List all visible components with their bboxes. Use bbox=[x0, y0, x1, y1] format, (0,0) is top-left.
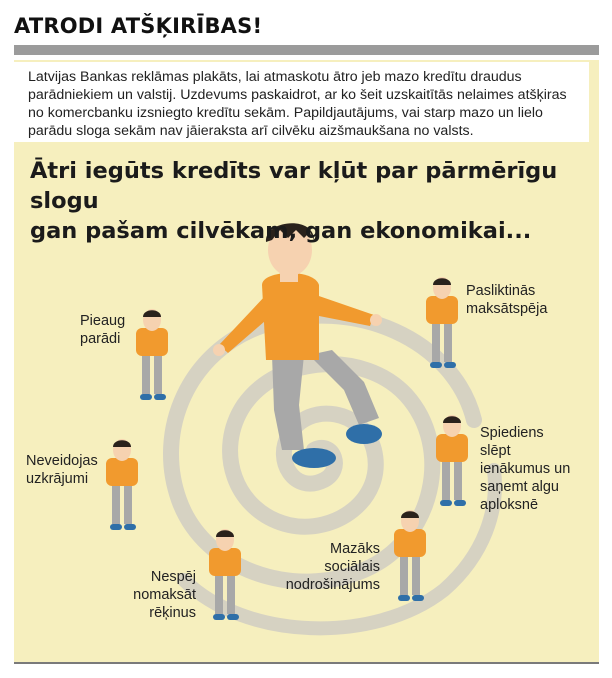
label-spiediens-line: saņemt algu bbox=[480, 479, 559, 495]
label-nespej-line: nomaksāt bbox=[133, 587, 196, 603]
label-nespej-line: rēķinus bbox=[149, 605, 196, 621]
central-figure-right-hand bbox=[370, 314, 382, 326]
figure-spiediens bbox=[436, 415, 468, 506]
label-mazaks-line: sociālais bbox=[324, 559, 380, 575]
label-spiediens-line: slēpt bbox=[480, 443, 511, 459]
header-rule bbox=[14, 45, 599, 55]
label-pasliktinas-line: Pasliktinās bbox=[466, 283, 536, 299]
intro-paragraph: Latvijas Bankas reklāmas plakāts, lai atmaskotu ātro jeb mazo kredītu draudus parādniekiem un valstij. Uzdevums paskaidrot, ar ko šeit uzskaitītās nelaimes atšķiras no komercbanku izsniegto kredītu sekām. Papildjautājums, vai starp mazo un lielo parādu sloga sekām nav jāieraksta arī cilvēku aizšmaukšana no valsts. bbox=[14, 62, 589, 142]
label-nespej-line: Nespēj bbox=[150, 569, 196, 585]
label-pieaug bbox=[80, 312, 125, 348]
headline-line-2: gan pašam cilvēkam, gan ekonomikai... bbox=[30, 218, 532, 244]
figure-pieaug bbox=[136, 309, 168, 400]
label-neveidojas-line: uzkrājumi bbox=[26, 471, 89, 487]
label-mazaks-line: Mazāks bbox=[330, 541, 380, 557]
label-neveidojas bbox=[26, 452, 98, 488]
label-pieaug-line: parādi bbox=[80, 331, 121, 347]
central-figure-left-shoe bbox=[292, 448, 336, 468]
label-nespej bbox=[120, 568, 196, 622]
label-spiediens bbox=[480, 424, 570, 514]
poster-headline bbox=[30, 156, 590, 246]
label-pieaug-line: Pieaug bbox=[80, 313, 126, 329]
label-pasliktinas-line: maksātspēja bbox=[466, 301, 548, 317]
label-spiediens-line: Spiediens bbox=[480, 425, 544, 441]
central-figure-right-shoe bbox=[346, 424, 382, 444]
label-pasliktinas bbox=[466, 282, 547, 318]
article-header bbox=[14, 14, 599, 42]
label-mazaks bbox=[272, 540, 380, 594]
label-mazaks-line: nodrošinājums bbox=[285, 577, 380, 593]
headline-line-1: Ātri iegūts kredīts var kļūt par pārmērīgu slogu bbox=[30, 158, 558, 214]
central-figure-left-leg bbox=[272, 355, 304, 450]
article-title: ATRODI ATŠĶIRĪBAS! bbox=[14, 14, 263, 38]
figure-neveidojas bbox=[106, 439, 138, 530]
central-figure-shirt bbox=[262, 273, 319, 360]
central-figure-left-hand bbox=[213, 344, 225, 356]
label-spiediens-line: ienākumus un bbox=[480, 461, 571, 477]
label-spiediens-line: aploksnē bbox=[480, 497, 539, 513]
label-neveidojas-line: Neveidojas bbox=[26, 453, 98, 469]
